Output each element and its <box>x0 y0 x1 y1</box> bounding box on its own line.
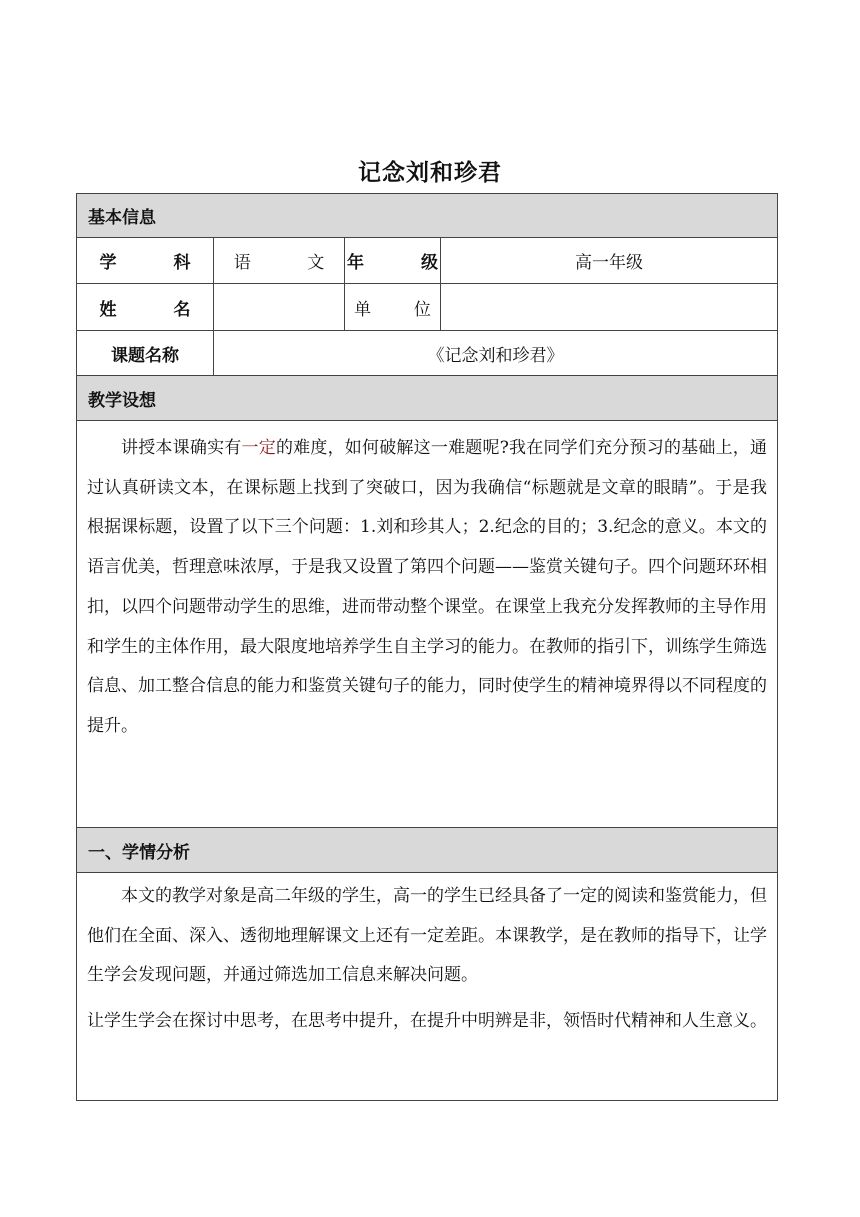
name-label-cell <box>77 284 216 330</box>
subject-value: 语 文 <box>233 253 350 273</box>
analysis-paragraph-2: 让学生学会在探讨中思考，在思考中提升，在提升中明辨是非，领悟时代精神和人生意义。 <box>87 1011 767 1032</box>
design-text-part2: 的难度，如何破解这一难题呢?我在同学们充分预习的基础上，通过认真研读文本，在课标题上找到了突破口，因为我确信“标题就是文章的眼睛”。于是我根据课标题，设置了以下三个问题：1.刘和珍其人；2.纪念的目的；3.纪念的意义。本文的语言优美，哲理意味浓厚，于是我又设置了第四个问题——鉴赏关键句子。四个问题环环相扣，以四个问题带动学生的思维，进而带动整个课堂。在课堂上我充分发挥教师的主导作用和学生的主体作用，最大限度地培养学生自主学习的能力。在教师的指引下，训练学生筛选信息、加工整合信息的能力和鉴赏关键句子的能力，同时使学生的精神境界得以不同程度的提升。 <box>87 438 768 736</box>
grade-label-cell <box>344 238 464 283</box>
topic-label: 课题名称 <box>111 345 179 366</box>
section-label: 基本信息 <box>88 208 156 228</box>
table-row-name-unit <box>76 284 778 331</box>
teaching-design-body <box>76 421 778 828</box>
name-label: 姓 名 <box>99 299 216 320</box>
section-header-learner-analysis <box>76 828 778 873</box>
analysis-paragraph-1: 本文的教学对象是高二年级的学生，高一的学生已经具备了一定的阅读和鉴赏能力，但他们在全面、深入、透彻地理解课文上还有一定差距。本课教学，是在教师的指导下，让学生学会发现问题，并通过筛选加工信息来解决问题。 <box>87 886 767 986</box>
subject-label-cell <box>77 238 216 283</box>
grade-value: 高一年级 <box>575 253 643 273</box>
topic-value-cell <box>213 331 777 375</box>
table-row-topic <box>76 331 778 376</box>
section-header-basic-info <box>76 193 778 238</box>
unit-value-cell <box>440 284 777 330</box>
document-title: 记念刘和珍君 <box>358 160 502 186</box>
learner-analysis-body <box>76 873 778 1101</box>
topic-label-cell <box>77 331 213 375</box>
unit-label-cell <box>344 284 450 330</box>
design-text-part1: 讲授本课确实有 <box>121 438 242 458</box>
section-label: 教学设想 <box>88 390 156 411</box>
section-label: 一、学情分析 <box>88 842 190 863</box>
table-row-subject-grade <box>76 238 778 284</box>
unit-label: 单 位 <box>354 299 450 320</box>
topic-value: 《记念刘和珍君》 <box>427 345 564 366</box>
grade-value-cell <box>440 238 777 283</box>
learner-analysis-paragraphs <box>77 873 777 1100</box>
section-header-teaching-design <box>76 376 778 421</box>
subject-value-cell <box>213 238 350 283</box>
name-value-cell <box>213 284 344 330</box>
teaching-design-paragraph <box>77 421 777 827</box>
grade-label: 年 级 <box>347 253 464 273</box>
design-text-highlight: 一定 <box>241 438 276 458</box>
lesson-plan-table <box>76 193 778 1101</box>
subject-label: 学 科 <box>99 253 216 273</box>
